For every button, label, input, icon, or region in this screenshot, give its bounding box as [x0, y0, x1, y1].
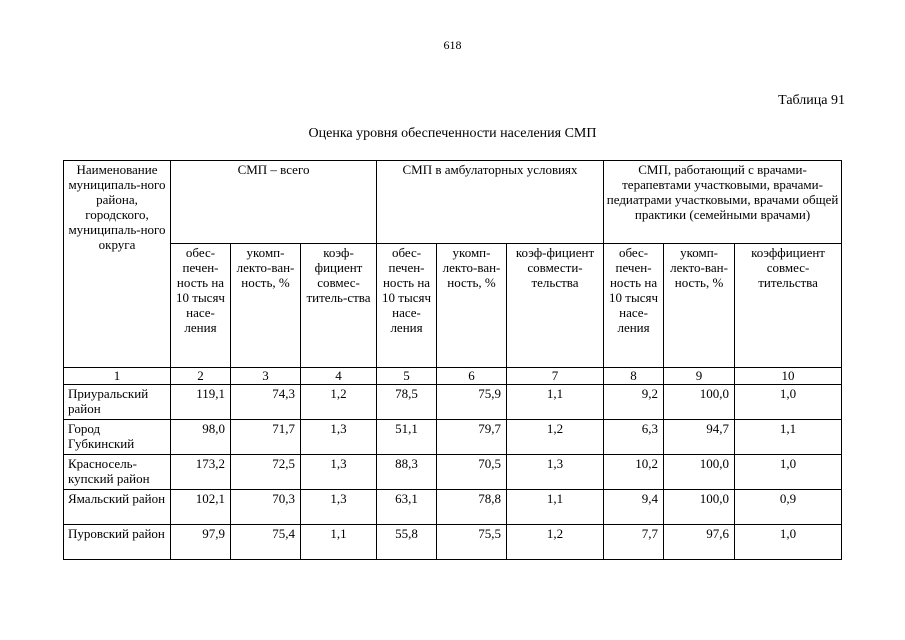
table-cell: 1,3	[301, 490, 377, 525]
table-cell: 100,0	[664, 490, 735, 525]
header-sub-cell: укомп-лекто-ван-ность, %	[437, 244, 507, 368]
district-name: Приуральский район	[64, 385, 171, 420]
header-group-total: СМП – всего	[171, 161, 377, 244]
table-cell: 100,0	[664, 385, 735, 420]
table-cell: 94,7	[664, 420, 735, 455]
table-cell: 6,3	[604, 420, 664, 455]
table-cell: 72,5	[231, 455, 301, 490]
table-cell: 1,1	[735, 420, 842, 455]
header-sub-cell: обес-печен-ность на 10 тысяч насе-ления	[604, 244, 664, 368]
column-number: 8	[604, 368, 664, 385]
column-number: 10	[735, 368, 842, 385]
table-cell: 97,9	[171, 525, 231, 560]
table-row	[64, 385, 842, 420]
table-cell: 1,0	[735, 455, 842, 490]
table-row	[64, 490, 842, 525]
table-cell: 51,1	[377, 420, 437, 455]
table-cell: 75,5	[437, 525, 507, 560]
column-number-row	[64, 368, 842, 385]
header-sub-cell: коэф-фициент совмести-тельства	[507, 244, 604, 368]
page-number: 618	[443, 38, 462, 52]
table-row	[64, 525, 842, 560]
header-name-column: Наименование муниципаль-ного района, городского, муниципаль-ного округа	[64, 161, 171, 368]
table-cell: 1,0	[735, 525, 842, 560]
table-cell: 70,3	[231, 490, 301, 525]
table-cell: 10,2	[604, 455, 664, 490]
table-cell: 88,3	[377, 455, 437, 490]
column-number: 9	[664, 368, 735, 385]
table-cell: 78,5	[377, 385, 437, 420]
table-cell: 78,8	[437, 490, 507, 525]
table-cell: 1,2	[507, 525, 604, 560]
table-cell: 55,8	[377, 525, 437, 560]
table-cell: 1,1	[507, 385, 604, 420]
table-row	[64, 420, 842, 455]
column-number: 4	[301, 368, 377, 385]
table-cell: 71,7	[231, 420, 301, 455]
table-cell: 1,0	[735, 385, 842, 420]
column-number: 2	[171, 368, 231, 385]
header-sub-cell: обес-печен-ность на 10 тысяч насе-ления	[171, 244, 231, 368]
header-group-outpatient: СМП в амбулаторных условиях	[377, 161, 604, 244]
table-cell: 173,2	[171, 455, 231, 490]
table-cell: 1,1	[301, 525, 377, 560]
header-sub-cell: коэф-фициент совмес-титель-ства	[301, 244, 377, 368]
district-name: Город Губкинский	[64, 420, 171, 455]
table-cell: 1,2	[301, 385, 377, 420]
table-cell: 1,1	[507, 490, 604, 525]
header-sub-cell: коэффициент совмес-тительства	[735, 244, 842, 368]
assessment-table	[63, 160, 842, 560]
table-cell: 0,9	[735, 490, 842, 525]
column-number: 6	[437, 368, 507, 385]
header-sub-cell: укомп-лекто-ван-ность, %	[231, 244, 301, 368]
district-name: Красносель-купский район	[64, 455, 171, 490]
table-cell: 1,3	[301, 455, 377, 490]
district-name: Пуровский район	[64, 525, 171, 560]
table-cell: 1,3	[507, 455, 604, 490]
table-cell: 75,9	[437, 385, 507, 420]
table-cell: 1,2	[507, 420, 604, 455]
header-group-district: СМП, работающий с врачами-терапевтами участковыми, врачами-педиатрами участковыми, врачами общей практики (семейными врачами)	[604, 161, 842, 244]
column-number: 5	[377, 368, 437, 385]
table-cell: 74,3	[231, 385, 301, 420]
table-cell: 63,1	[377, 490, 437, 525]
table-cell: 1,3	[301, 420, 377, 455]
table-label: Таблица 91	[778, 93, 845, 108]
table-cell: 97,6	[664, 525, 735, 560]
table-cell: 100,0	[664, 455, 735, 490]
table-cell: 119,1	[171, 385, 231, 420]
table-row	[64, 455, 842, 490]
table-cell: 9,2	[604, 385, 664, 420]
column-number: 7	[507, 368, 604, 385]
table-title: Оценка уровня обеспеченности населения СМП	[308, 126, 597, 141]
column-number: 1	[64, 368, 171, 385]
table-cell: 7,7	[604, 525, 664, 560]
table-cell: 9,4	[604, 490, 664, 525]
table-cell: 98,0	[171, 420, 231, 455]
header-sub-cell: укомп-лекто-ван-ность, %	[664, 244, 735, 368]
column-number: 3	[231, 368, 301, 385]
table-cell: 75,4	[231, 525, 301, 560]
district-name: Ямальский район	[64, 490, 171, 525]
table-cell: 70,5	[437, 455, 507, 490]
header-sub-cell: обес-печен-ность на 10 тысяч насе-ления	[377, 244, 437, 368]
table-cell: 79,7	[437, 420, 507, 455]
table-cell: 102,1	[171, 490, 231, 525]
